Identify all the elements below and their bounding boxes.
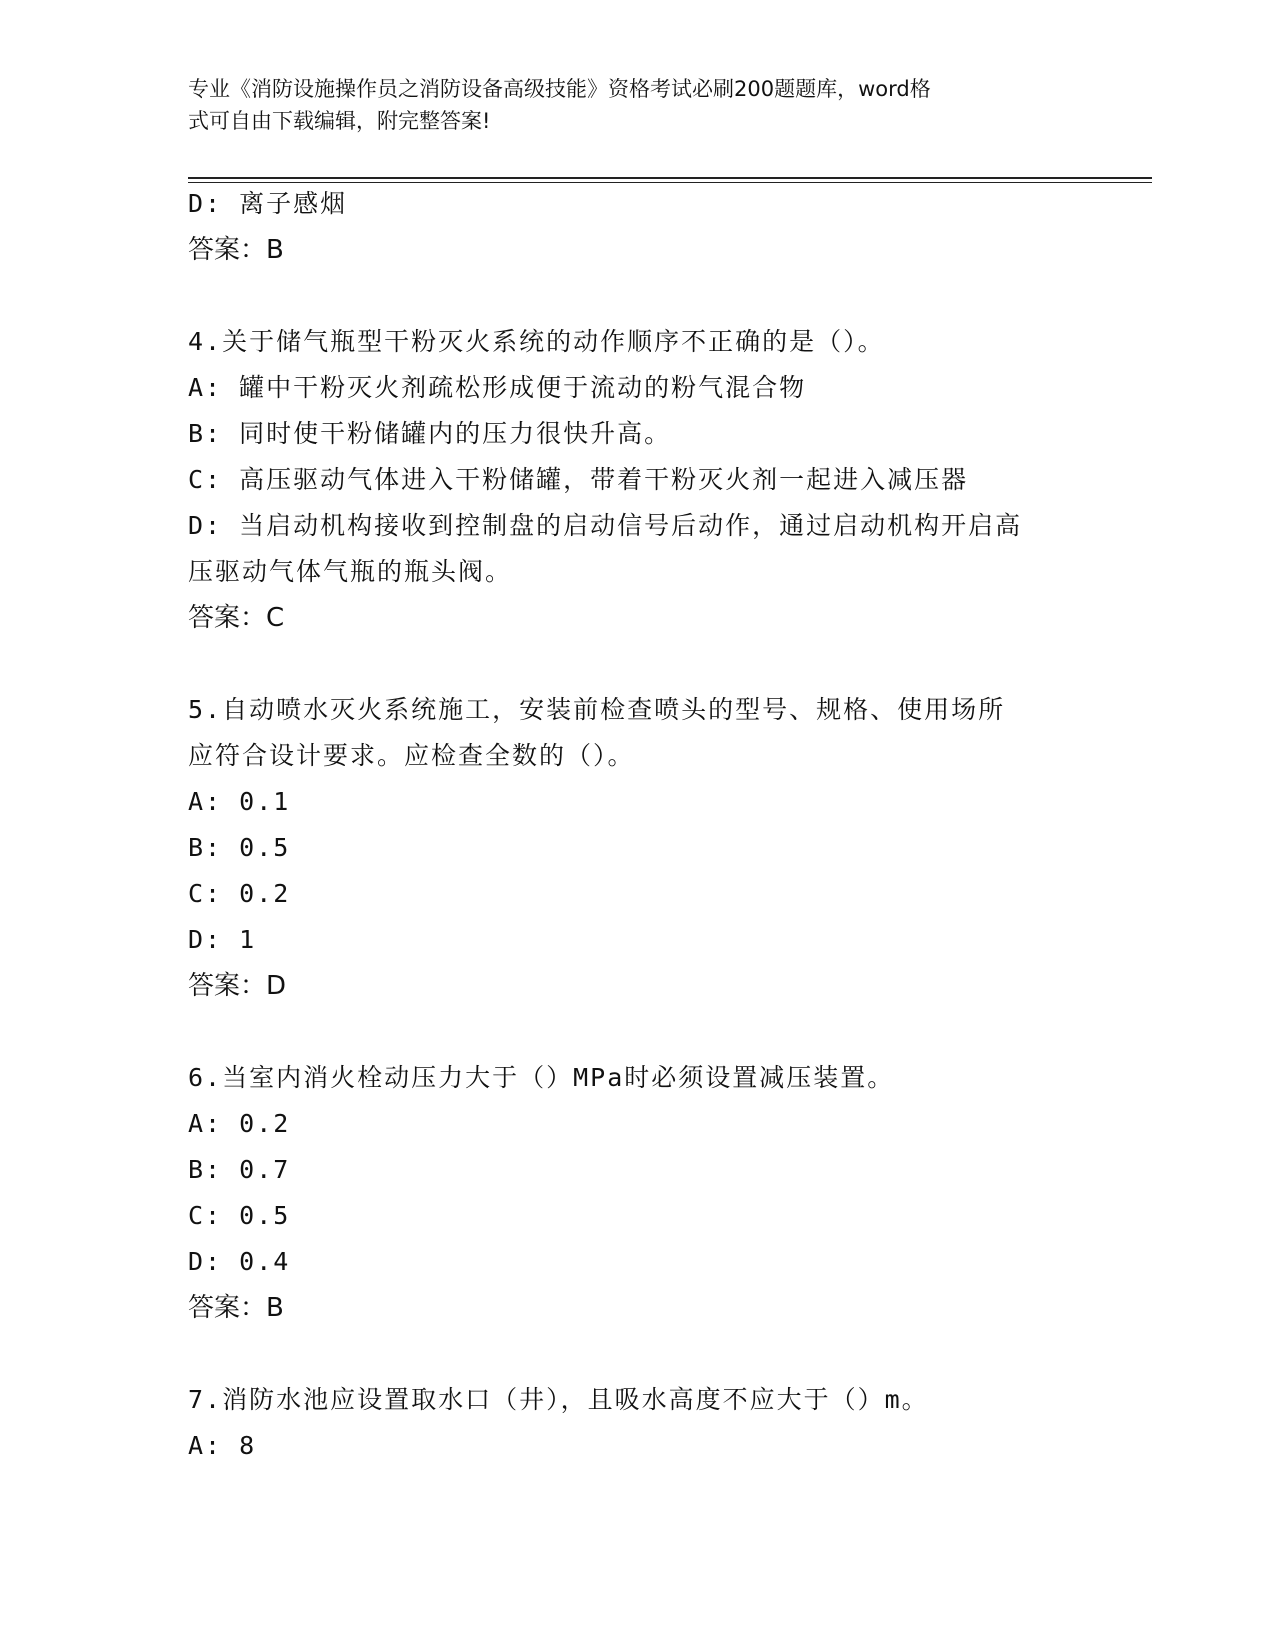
header-line-2: 式可自由下载编辑，附完整答案! [188, 109, 491, 133]
q5-option-d: D: 1 [188, 925, 257, 954]
q5-option-b: B: 0.5 [188, 833, 291, 862]
q4-option-d-line-1: D: 当启动机构接收到控制盘的启动信号后动作，通过启动机构开启高 [188, 511, 1023, 540]
spacer [188, 1009, 1088, 1055]
header-line-1: 专业《消防设施操作员之消防设备高级技能》资格考试必刷200题题库，word格 [188, 77, 931, 101]
q5-option-a: A: 0.1 [188, 787, 291, 816]
spacer [188, 273, 1088, 319]
q5-stem-line-2: 应符合设计要求。应检查全数的（）。 [188, 741, 635, 770]
question-list [188, 181, 1088, 1469]
q4-option-a: A: 罐中干粉灭火剂疏松形成便于流动的粉气混合物 [188, 373, 807, 402]
q4-option-b: B: 同时使干粉储罐内的压力很快升高。 [188, 419, 672, 448]
q6-stem: 6.当室内消火栓动压力大于（）MPa时必须设置减压装置。 [188, 1063, 895, 1092]
q5-answer: 答案：D [188, 971, 287, 1001]
q6-option-c: C: 0.5 [188, 1201, 291, 1230]
q4-answer: 答案：C [188, 603, 285, 633]
q6-option-b: B: 0.7 [188, 1155, 291, 1184]
q6-option-a: A: 0.2 [188, 1109, 291, 1138]
q4-stem: 4.关于储气瓶型干粉灭火系统的动作顺序不正确的是（）。 [188, 327, 885, 356]
prev-answer: 答案：B [188, 235, 284, 265]
spacer [188, 1331, 1088, 1377]
q7-stem: 7.消防水池应设置取水口（井），且吸水高度不应大于（）m。 [188, 1385, 929, 1414]
header-divider-thick [188, 177, 1152, 179]
q5-option-c: C: 0.2 [188, 879, 291, 908]
q6-answer: 答案：B [188, 1293, 284, 1323]
document-header [188, 73, 1068, 137]
q4-option-c: C: 高压驱动气体进入干粉储罐，带着干粉灭火剂一起进入减压器 [188, 465, 969, 494]
q4-option-d-line-2: 压驱动气体气瓶的瓶头阀。 [188, 557, 513, 586]
q6-option-d: D: 0.4 [188, 1247, 291, 1276]
q5-stem-line-1: 5.自动喷水灭火系统施工，安装前检查喷头的型号、规格、使用场所 [188, 695, 1006, 724]
spacer [188, 641, 1088, 687]
q7-option-a: A: 8 [188, 1431, 257, 1460]
prev-option-d: D: 离子感烟 [188, 189, 348, 218]
